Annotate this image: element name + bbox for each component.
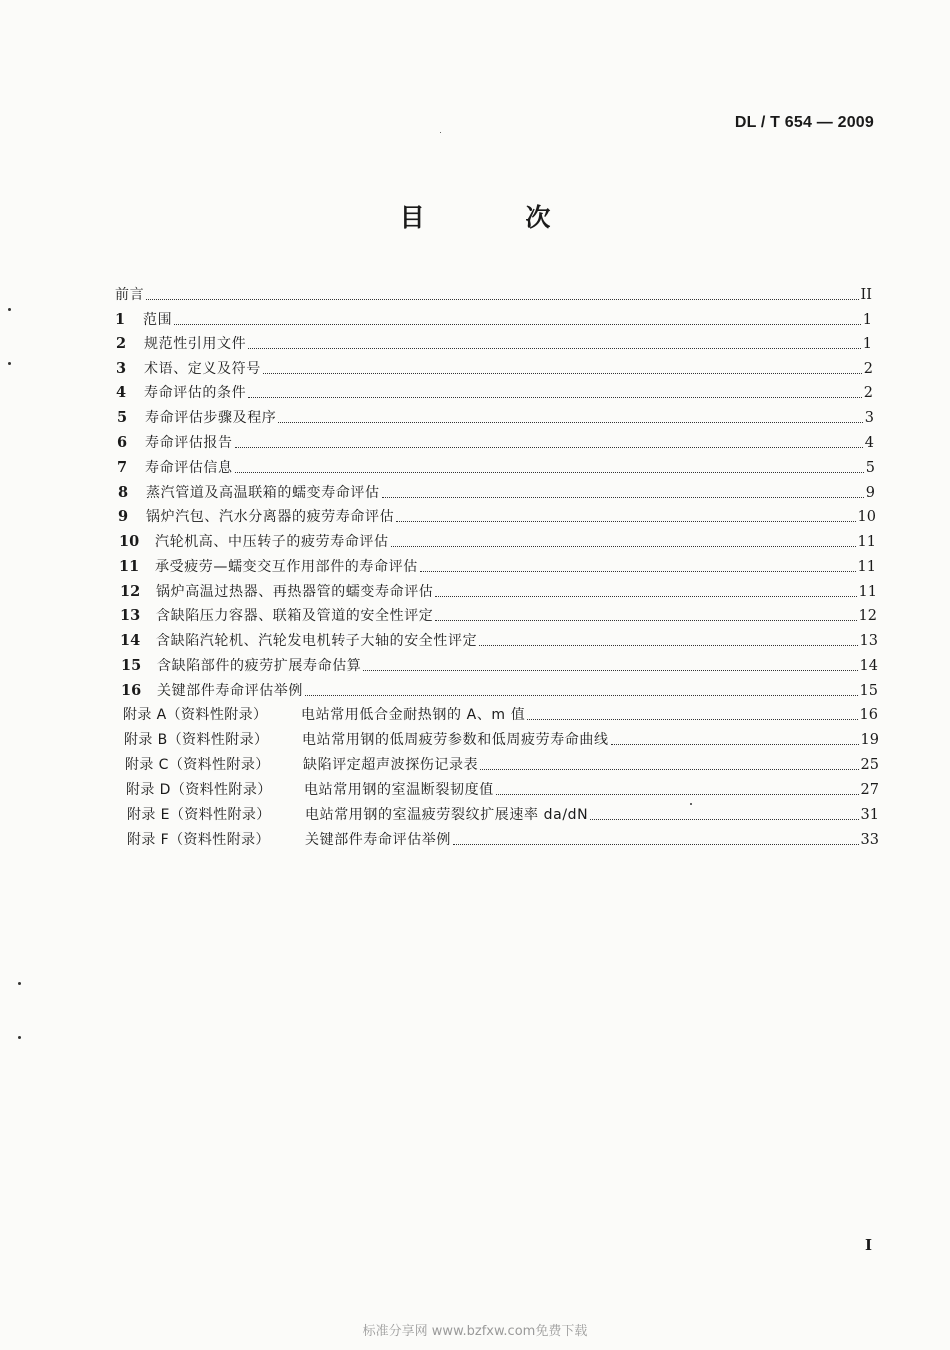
toc-entry-page: 13 [859,633,878,649]
toc-leader-dots [611,744,859,745]
toc-entry-appendix[interactable] [127,829,879,851]
toc-leader-dots [382,497,864,498]
toc-leader-dots [174,324,861,325]
toc-entry-title: 范围 [143,312,173,328]
toc-leader-dots [235,447,863,448]
toc-entry[interactable] [118,482,875,504]
document-code: DL / T 654 — 2009 [734,114,874,131]
toc-entry-number: 7 [117,459,128,476]
watermark: 标准分享网 www.bzfxw.com免费下载 [362,1324,588,1339]
toc-entry-number: 14 [120,632,141,649]
toc-leader-dots [396,521,855,522]
toc-entry-appendix[interactable] [127,804,879,826]
toc-leader-dots [479,645,857,646]
toc-entry-page: 4 [864,435,874,451]
toc-leader-dots [278,422,862,423]
toc-appendix-label: 附录 F（资料性附录） [127,832,270,848]
toc-leader-dots [248,348,861,349]
toc-entry-title: 前言 [115,287,145,303]
toc-leader-dots [435,596,856,597]
toc-entry[interactable] [115,309,872,331]
toc-leader-dots [420,571,856,572]
toc-leader-dots [453,844,859,845]
table-of-contents [0,274,950,854]
toc-entry-title: 锅炉高温过热器、再热器管的蠕变寿命评估 [156,584,434,600]
toc-entry-page: II [860,287,872,303]
toc-entry-title: 含缺陷部件的疲劳扩展寿命估算 [157,658,362,674]
toc-entry-number: 9 [118,508,129,525]
toc-entry-number: 1 [115,311,126,328]
toc-appendix-label: 附录 A（资料性附录） [123,707,268,723]
toc-entry-number: 11 [119,558,140,575]
page-title: 目 次 [399,203,597,232]
toc-entry-title: 电站常用钢的低周疲劳参数和低周疲劳寿命曲线 [302,732,609,748]
scan-speck [440,132,441,133]
toc-leader-dots [480,769,858,770]
toc-entry-title: 寿命评估信息 [145,460,233,476]
toc-entry[interactable] [117,457,875,479]
toc-entry-number: 12 [120,583,141,600]
toc-entry-page: 12 [858,608,877,624]
toc-entry-title: 关键部件寿命评估举例 [305,832,451,848]
toc-entry-page: 15 [859,683,878,699]
scan-speck [690,803,692,805]
toc-entry-title: 关键部件寿命评估举例 [157,683,303,699]
toc-entry[interactable] [116,358,873,380]
toc-entry-page: 9 [865,485,875,501]
toc-entry-title: 寿命评估步骤及程序 [145,410,277,426]
toc-appendix-label: 附录 D（资料性附录） [126,782,272,798]
toc-appendix-label: 附录 C（资料性附录） [125,757,270,773]
toc-leader-dots [527,719,857,720]
toc-entry[interactable] [120,605,877,627]
page-number: I [864,1236,872,1254]
toc-entry-number: 10 [119,533,140,550]
toc-entry-title: 术语、定义及符号 [144,361,261,377]
toc-entry-preface[interactable] [115,284,872,306]
toc-entry-appendix[interactable] [123,704,878,726]
toc-entry-page: 19 [860,732,879,748]
toc-entry-page: 14 [859,658,878,674]
toc-entry[interactable] [117,432,874,454]
toc-entry-number: 15 [121,657,142,674]
toc-appendix-label: 附录 E（资料性附录） [127,807,271,823]
toc-leader-dots [263,373,862,374]
toc-leader-dots [248,397,862,398]
toc-leader-dots [435,620,856,621]
toc-leader-dots [146,299,858,300]
toc-entry-title: 汽轮机高、中压转子的疲劳寿命评估 [155,534,389,550]
toc-entry-title: 电站常用钢的室温疲劳裂纹扩展速率 da/dN [305,807,589,823]
toc-entry[interactable] [118,506,876,528]
toc-entry-title: 含缺陷压力容器、联箱及管道的安全性评定 [156,608,434,624]
toc-entry-page: 33 [860,832,879,848]
toc-leader-dots [391,546,856,547]
scan-speck [18,982,21,985]
toc-entry-page: 10 [857,509,876,525]
toc-entry-title: 缺陷评定超声波探伤记录表 [303,757,479,773]
toc-entry-title: 电站常用钢的室温断裂韧度值 [304,782,494,798]
toc-leader-dots [590,819,858,820]
toc-entry-title: 寿命评估的条件 [144,385,247,401]
toc-entry-number: 3 [116,360,127,377]
toc-entry-title: 含缺陷汽轮机、汽轮发电机转子大轴的安全性评定 [156,633,478,649]
toc-entry-page: 11 [857,559,876,575]
toc-appendix-label: 附录 B（资料性附录） [124,732,269,748]
toc-entry-page: 27 [860,782,879,798]
toc-entry[interactable] [116,382,873,404]
toc-entry[interactable] [120,581,877,603]
toc-entry-appendix[interactable] [125,754,879,776]
toc-entry-title: 电站常用低合金耐热钢的 A、m 值 [301,707,526,723]
toc-entry-page: 3 [864,410,874,426]
toc-entry-title: 蒸汽管道及高温联箱的蠕变寿命评估 [146,485,380,501]
toc-entry-number: 13 [120,607,141,624]
toc-entry-page: 1 [862,312,872,328]
toc-entry[interactable] [117,407,874,429]
toc-leader-dots [305,695,858,696]
toc-entry-number: 6 [117,434,128,451]
toc-entry-page: 31 [860,807,879,823]
toc-entry-page: 11 [857,534,876,550]
toc-entry-page: 11 [858,584,877,600]
toc-leader-dots [363,670,857,671]
scan-speck [18,1036,21,1039]
toc-entry[interactable] [121,655,878,677]
toc-entry[interactable] [120,630,878,652]
toc-entry-number: 16 [121,682,142,699]
toc-entry-page: 16 [859,707,878,723]
toc-entry-title: 承受疲劳—蠕变交互作用部件的寿命评估 [155,559,418,575]
scan-speck [8,308,11,311]
toc-entry-number: 8 [118,484,129,501]
toc-leader-dots [496,794,859,795]
toc-entry-title: 规范性引用文件 [144,336,247,352]
toc-entry[interactable] [119,556,876,578]
toc-entry-page: 2 [863,385,873,401]
toc-entry-appendix[interactable] [124,729,879,751]
toc-entry-page: 5 [865,460,875,476]
toc-entry-title: 锅炉汽包、汽水分离器的疲劳寿命评估 [146,509,395,525]
toc-entry[interactable] [116,333,872,355]
toc-entry-number: 5 [117,409,128,426]
toc-entry-page: 25 [860,757,879,773]
toc-entry-appendix[interactable] [126,779,879,801]
toc-entry-number: 2 [116,335,127,352]
toc-leader-dots [235,472,864,473]
toc-entry-number: 4 [116,384,127,401]
toc-entry-page: 1 [862,336,872,352]
toc-entry-title: 寿命评估报告 [145,435,233,451]
scan-speck [8,362,11,365]
toc-entry-page: 2 [863,361,873,377]
toc-entry[interactable] [121,680,878,702]
toc-entry[interactable] [119,531,876,553]
